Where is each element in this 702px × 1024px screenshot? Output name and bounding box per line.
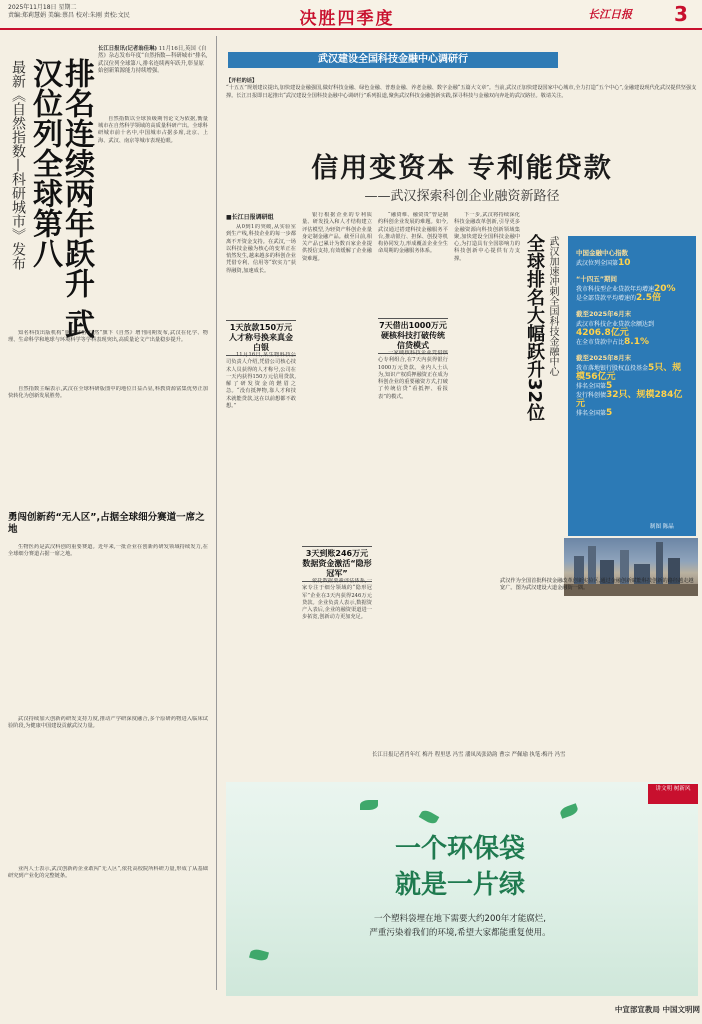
col1-section-heading: 1天放款150万元 人才称号换来真金白银 [226,320,296,356]
col3-text: “融资难、融资贵”曾是制约科创企业发展的难题。如今,武汉通过搭建科技金融服务平台,推动银行、担保、创投等机构协同发力,形成覆盖企业全生命周期的金融服务体系。 [378,212,448,255]
col2-text-2: 依托数据要素评估体系,一家专注于细分领域的“隐形冠军”企业在3天内获得246万元贷款。企业负责人表示,数据资产入表后,企业的融资渠道进一步拓宽,创新动力更加充足。 [302,578,372,621]
left-subheadline: 最新《自然指数—科研城市》发布 [10,60,26,270]
col2-section-heading: 3天到账246万元 数据资金激活“隐形冠军” [302,546,372,582]
stats-label-7: 排名全国第 [576,383,607,390]
stats-value-2: 20% [654,284,676,294]
editor-note [226,78,698,144]
left-paragraph-5: 生物医药是武汉科创的重要赛道。近年来,一批企业在创新药研发领域持续发力,在全球细分赛道占据一席之地。 [8,544,208,558]
section-title: 决胜四季度 [299,9,395,29]
stats-head-1: 中国金融中心指数 [576,249,628,257]
left-paragraph-6: 武汉持续加大创新药研发支持力度,推动产学研深度融合,多个原研药物进入临床试验阶段,为健康中国建设贡献武汉力量。 [8,716,208,730]
stats-value-5: 8.1% [624,337,649,347]
stats-credit: 制图 陈晶 [650,524,674,530]
stats-value-9: 5 [606,408,613,418]
col1-text: 从0到1的突破,从实验室到生产线,科技企业的每一步都离不开资金支持。在武汉,一场以科技金融为核心的变革正在悄然发生,越来越多的科创企业凭借专利、信用等“软实力”获得融资,加速成长。 [226,224,296,274]
left-paragraph-3: 知名科技出版机构“施普林格·自然”旗下《自然》增刊同期发布,武汉在化学、物理、生命科学和地球与环境科学等学科表现突出,高质量论文产出量稳步提升。 [8,330,208,344]
ad-title-line1: 一个环保袋 [394,834,525,864]
stats-label-6: 我市落地银行股权直投基金 [576,365,649,372]
stats-value-4: 4206.8亿元 [576,328,629,338]
left-paragraph-7: 业内人士表示,武汉创新药企业敢闯“无人区”,依托高校院所科研力量,形成了从基础研究到产业化的完整链条。 [8,866,208,880]
column-divider [216,36,217,990]
series-banner: 武汉建设全国科技金融中心调研行 [228,52,558,68]
date-line: 2025年11月18日 星期二 [8,4,77,11]
left-section-heading: 勇闯创新药“无人区”,占据全球细分赛道一席之地 [8,512,205,535]
stats-label-5: 在全市贷款中占比 [576,339,625,346]
header-date [8,4,158,20]
main-title: 信用变资本 专利能贷款 [311,153,613,184]
col4-text: 下一步,武汉将持续深化科技金融改革创新,引导更多金融资源向科技创新领域集聚,加快建设全国科技金融中心,为打造具有全国影响力的科技创新中心提供有力支撑。 [454,212,520,262]
main-subtitle: ——武汉探索科创企业融资新路径 [364,189,560,204]
article-byline: 长江日报记者肖年红 梅丹 程里思 冯雪 潘凤凤张劭韵 曹宗 严佩瑜 执笔:梅丹 冯雪 [372,752,566,758]
ad-sponsor: 中宣部宣教局 中国文明网 [614,1005,700,1014]
col1-byline: ■长江日报调研组 [226,214,274,221]
left-headline: 排名连续两年跃升 武汉位列全球第八 [27,58,94,339]
stats-value-6: 5只、规模56亿元 [576,363,682,382]
ad-text-line2: 严重污染着我们的环境,希望大家都能重复使用。 [369,928,551,938]
stats-label-4: 武汉市科技企业贷款余额达到 [576,321,655,328]
stats-head-6: 截至2025年8月末 [576,354,632,362]
left-article [6,36,211,990]
col3-text-2: 一家硬核科技企业凭借核心专利组合,在7天内获得银行1000万元贷款。业内人士认为,知识产权质押融资正在成为科创企业的重要融资方式,打破了传统信贷“看抵押、看报表”的模式。 [378,350,448,400]
paper-logo: 长江日报 [588,8,632,21]
col1-text-2: 11月16日,某生物科技公司负责人介绍,凭借公司核心技术人员获得的人才称号,公司在一天内获得150万元信用贷款,解了研发资金的燃眉之急。“没有抵押物,靠人才和技术就能贷款,这在以前想都不敢想。” [226,352,296,410]
page-number: 3 [674,2,688,26]
ad-text-line1: 一个塑料袋埋在地下需要大约200年才能腐烂, [374,914,546,924]
left-paragraph-2: 自然指数以全球顶级期刊论文为依据,衡量城市在自然科学领域的高质量科研产出。全球科研城市前十名中,中国城市占据多席,北京、上海、武汉、南京等城市表现抢眼。 [98,116,208,144]
ad-title-line2: 就是一片绿 [394,870,525,900]
editor-note-text: “十五五”规划建议提出,加快建设金融强国,做好科技金融、绿色金融、普惠金融、养老金融、数字金融“五篇大文章”。当前,武汉正加快建设国家中心城市,全力打造“五个中心”,金融建设现代化武汉提供坚强支撑。长江日报即日起推出“武汉建设全国科技金融中心调研行”系列报道,聚焦武汉科技金融创新实践,探寻科技与金融双向奔赴的武汉路径。敬请关注。 [226,85,697,99]
stats-panel [568,236,696,536]
stats-label-2: 我市科技型企业贷款年均增速 [576,286,655,293]
stats-label-8: 发行科创债 [576,392,607,399]
ad-corner-badge: 讲文明 树新风 [648,784,698,804]
photo-caption: 武汉作为全国首批科技金融改革创新实验区,通过金融创新赋能科技创新的路径越走越宽广。图为武汉建设大道金融街一隅。 [500,578,694,591]
stats-value-8: 32只、规模284亿元 [576,390,683,409]
lead-byline: 长江日报讯(记者翁佳琳) [98,46,158,52]
stats-label-9: 排名全国第 [576,410,607,417]
vertical-headline: 全球排名大幅跃升32位 [524,234,545,422]
stats-head-4: 截至2025年6月末 [576,310,632,318]
lead-paragraph: 11月16日,英国《自然》杂志发布年度“自然指数—科研城市”排名,武汉位列全球第八,排名连续两年跃升,彰显原始创新策源能力持续增强。 [98,46,208,75]
stats-head-2: “十四五”期间 [576,275,618,283]
stats-label-1: 武汉位列全国第 [576,260,619,267]
leaf-icon [360,800,378,810]
stats-value-1: 10 [618,258,631,268]
vertical-subline: 武汉加速冲刺全国科技金融中心 [547,236,558,376]
editor-note-tag: 【开栏的话】 [226,78,258,84]
col2-text: 银行根据企业的专利质量、研发投入和人才结构建立评估模型,为轻资产科创企业量身定制金融产品。截至目前,相关产品已累计为数百家企业提供授信支持,有效缓解了企业融资难题。 [302,212,372,262]
left-paragraph-4: 自然指数主编表示,武汉在全球科研版图中的地位日益凸显,科教资源富集优势正加快转化为创新发展胜势。 [8,386,208,400]
col3-section-heading: 7天借出1000万元 硬核科技打破传统信贷模式 [378,318,448,354]
stats-value-7: 5 [606,381,613,391]
editor-line: 责编:郑莉慧娟 美编:蔡昌 校对:朱刚 责校:文民 [8,12,130,19]
stats-value-3: 2.5倍 [636,293,661,303]
stats-label-3: 是全部贷款平均增速的 [576,295,637,302]
